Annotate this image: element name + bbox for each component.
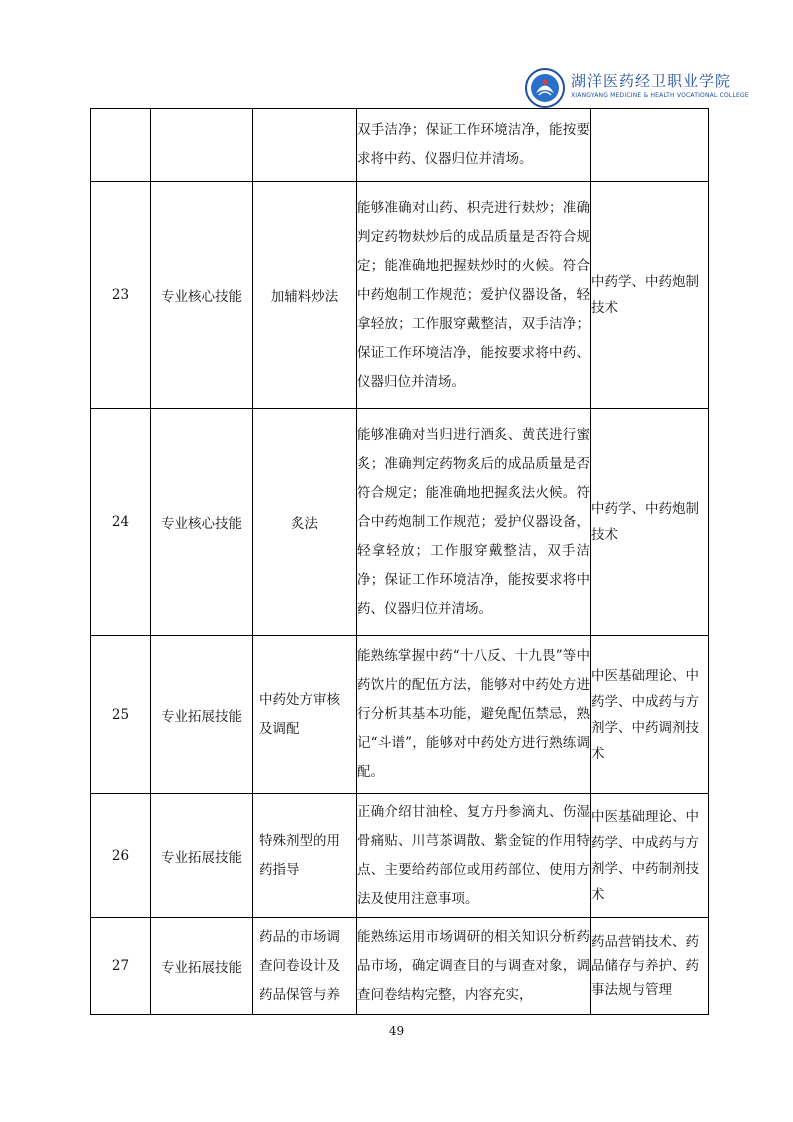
- skill-type: [151, 109, 253, 182]
- table-row: [91, 918, 709, 1015]
- school-name-cn: 湖洋医药经卫职业学院: [571, 72, 732, 90]
- table-row: [91, 636, 709, 794]
- skill-name: 加辅料炒法: [253, 182, 357, 409]
- table-row: [91, 409, 709, 636]
- row-number: 24: [91, 409, 151, 636]
- skill-name: 中药处方审核及调配: [253, 636, 357, 794]
- related-courses: 中医基础理论、中药学、中成药与方剂学、中药制剂技术: [591, 794, 709, 918]
- row-number: 26: [91, 794, 151, 918]
- school-name-en: XIANGYANG MEDICINE & HEALTH VOCATIONAL COLLEGE: [571, 92, 749, 99]
- skill-type: 专业核心技能: [151, 409, 253, 636]
- related-courses: 药品营销技术、药品储存与养护、药事法规与管理: [591, 918, 709, 1015]
- page-number: 49: [388, 1024, 405, 1038]
- row-number: [91, 109, 151, 182]
- row-number: 27: [91, 918, 151, 1015]
- related-courses: 中药学、中药炮制技术: [591, 182, 709, 409]
- skill-description: 能够准确对山药、枳壳进行麸炒；准确判定药物麸炒后的成品质量是否符合规定；能准确地把握麸炒时的火候。符合中药炮制工作规范；爱护仪器设备，轻拿轻放；工作服穿戴整洁，双手洁净；保证工作环境洁净，能按要求将中药、仪器归位并清场。: [357, 182, 591, 409]
- related-courses: [591, 109, 709, 182]
- related-courses: 中医基础理论、中药学、中成药与方剂学、中药调剂技术: [591, 636, 709, 794]
- skill-type: 专业拓展技能: [151, 794, 253, 918]
- skill-name: 炙法: [253, 409, 357, 636]
- skill-description: 能熟练运用市场调研的相关知识分析药品市场，确定调查目的与调查对象，调查问卷结构完整，内容充实，: [357, 918, 591, 1015]
- related-courses: 中药学、中药炮制技术: [591, 409, 709, 636]
- table-row: [91, 109, 709, 182]
- row-number: 25: [91, 636, 151, 794]
- school-logo: [525, 68, 775, 108]
- skill-name: 特殊剂型的用药指导: [253, 794, 357, 918]
- skill-description: 能够准确对当归进行酒炙、黄芪进行蜜炙；准确判定药物炙后的成品质量是否符合规定；能准确地把握炙法火候。符合中药炮制工作规范；爱护仪器设备，轻拿轻放；工作服穿戴整洁，双手洁净；保证工作环境洁净，能按要求将中药、仪器归位并清场。: [357, 409, 591, 636]
- skill-type: 专业拓展技能: [151, 918, 253, 1015]
- skill-name: 药品的市场调查问卷设计及药品保管与养: [253, 918, 357, 1015]
- skill-description: 双手洁净；保证工作环境洁净，能按要求将中药、仪器归位并清场。: [357, 109, 591, 182]
- row-number: 23: [91, 182, 151, 409]
- table-row: [91, 182, 709, 409]
- skill-type: 专业拓展技能: [151, 636, 253, 794]
- school-emblem-icon: [525, 68, 565, 108]
- skill-description: 正确介绍甘油栓、复方丹参滴丸、伤湿骨痛贴、川芎茶调散、紫金锭的作用特点、主要给药部位或用药部位、使用方法及使用注意事项。: [357, 794, 591, 918]
- skill-type: 专业核心技能: [151, 182, 253, 409]
- skills-table: [90, 108, 709, 1015]
- skill-description: 能熟练掌握中药“十八反、十九畏”等中药饮片的配伍方法，能够对中药处方进行分析其基本功能，避免配伍禁忌，熟记“斗谱”，能够对中药处方进行熟练调配。: [357, 636, 591, 794]
- table-row: [91, 794, 709, 918]
- skill-name: [253, 109, 357, 182]
